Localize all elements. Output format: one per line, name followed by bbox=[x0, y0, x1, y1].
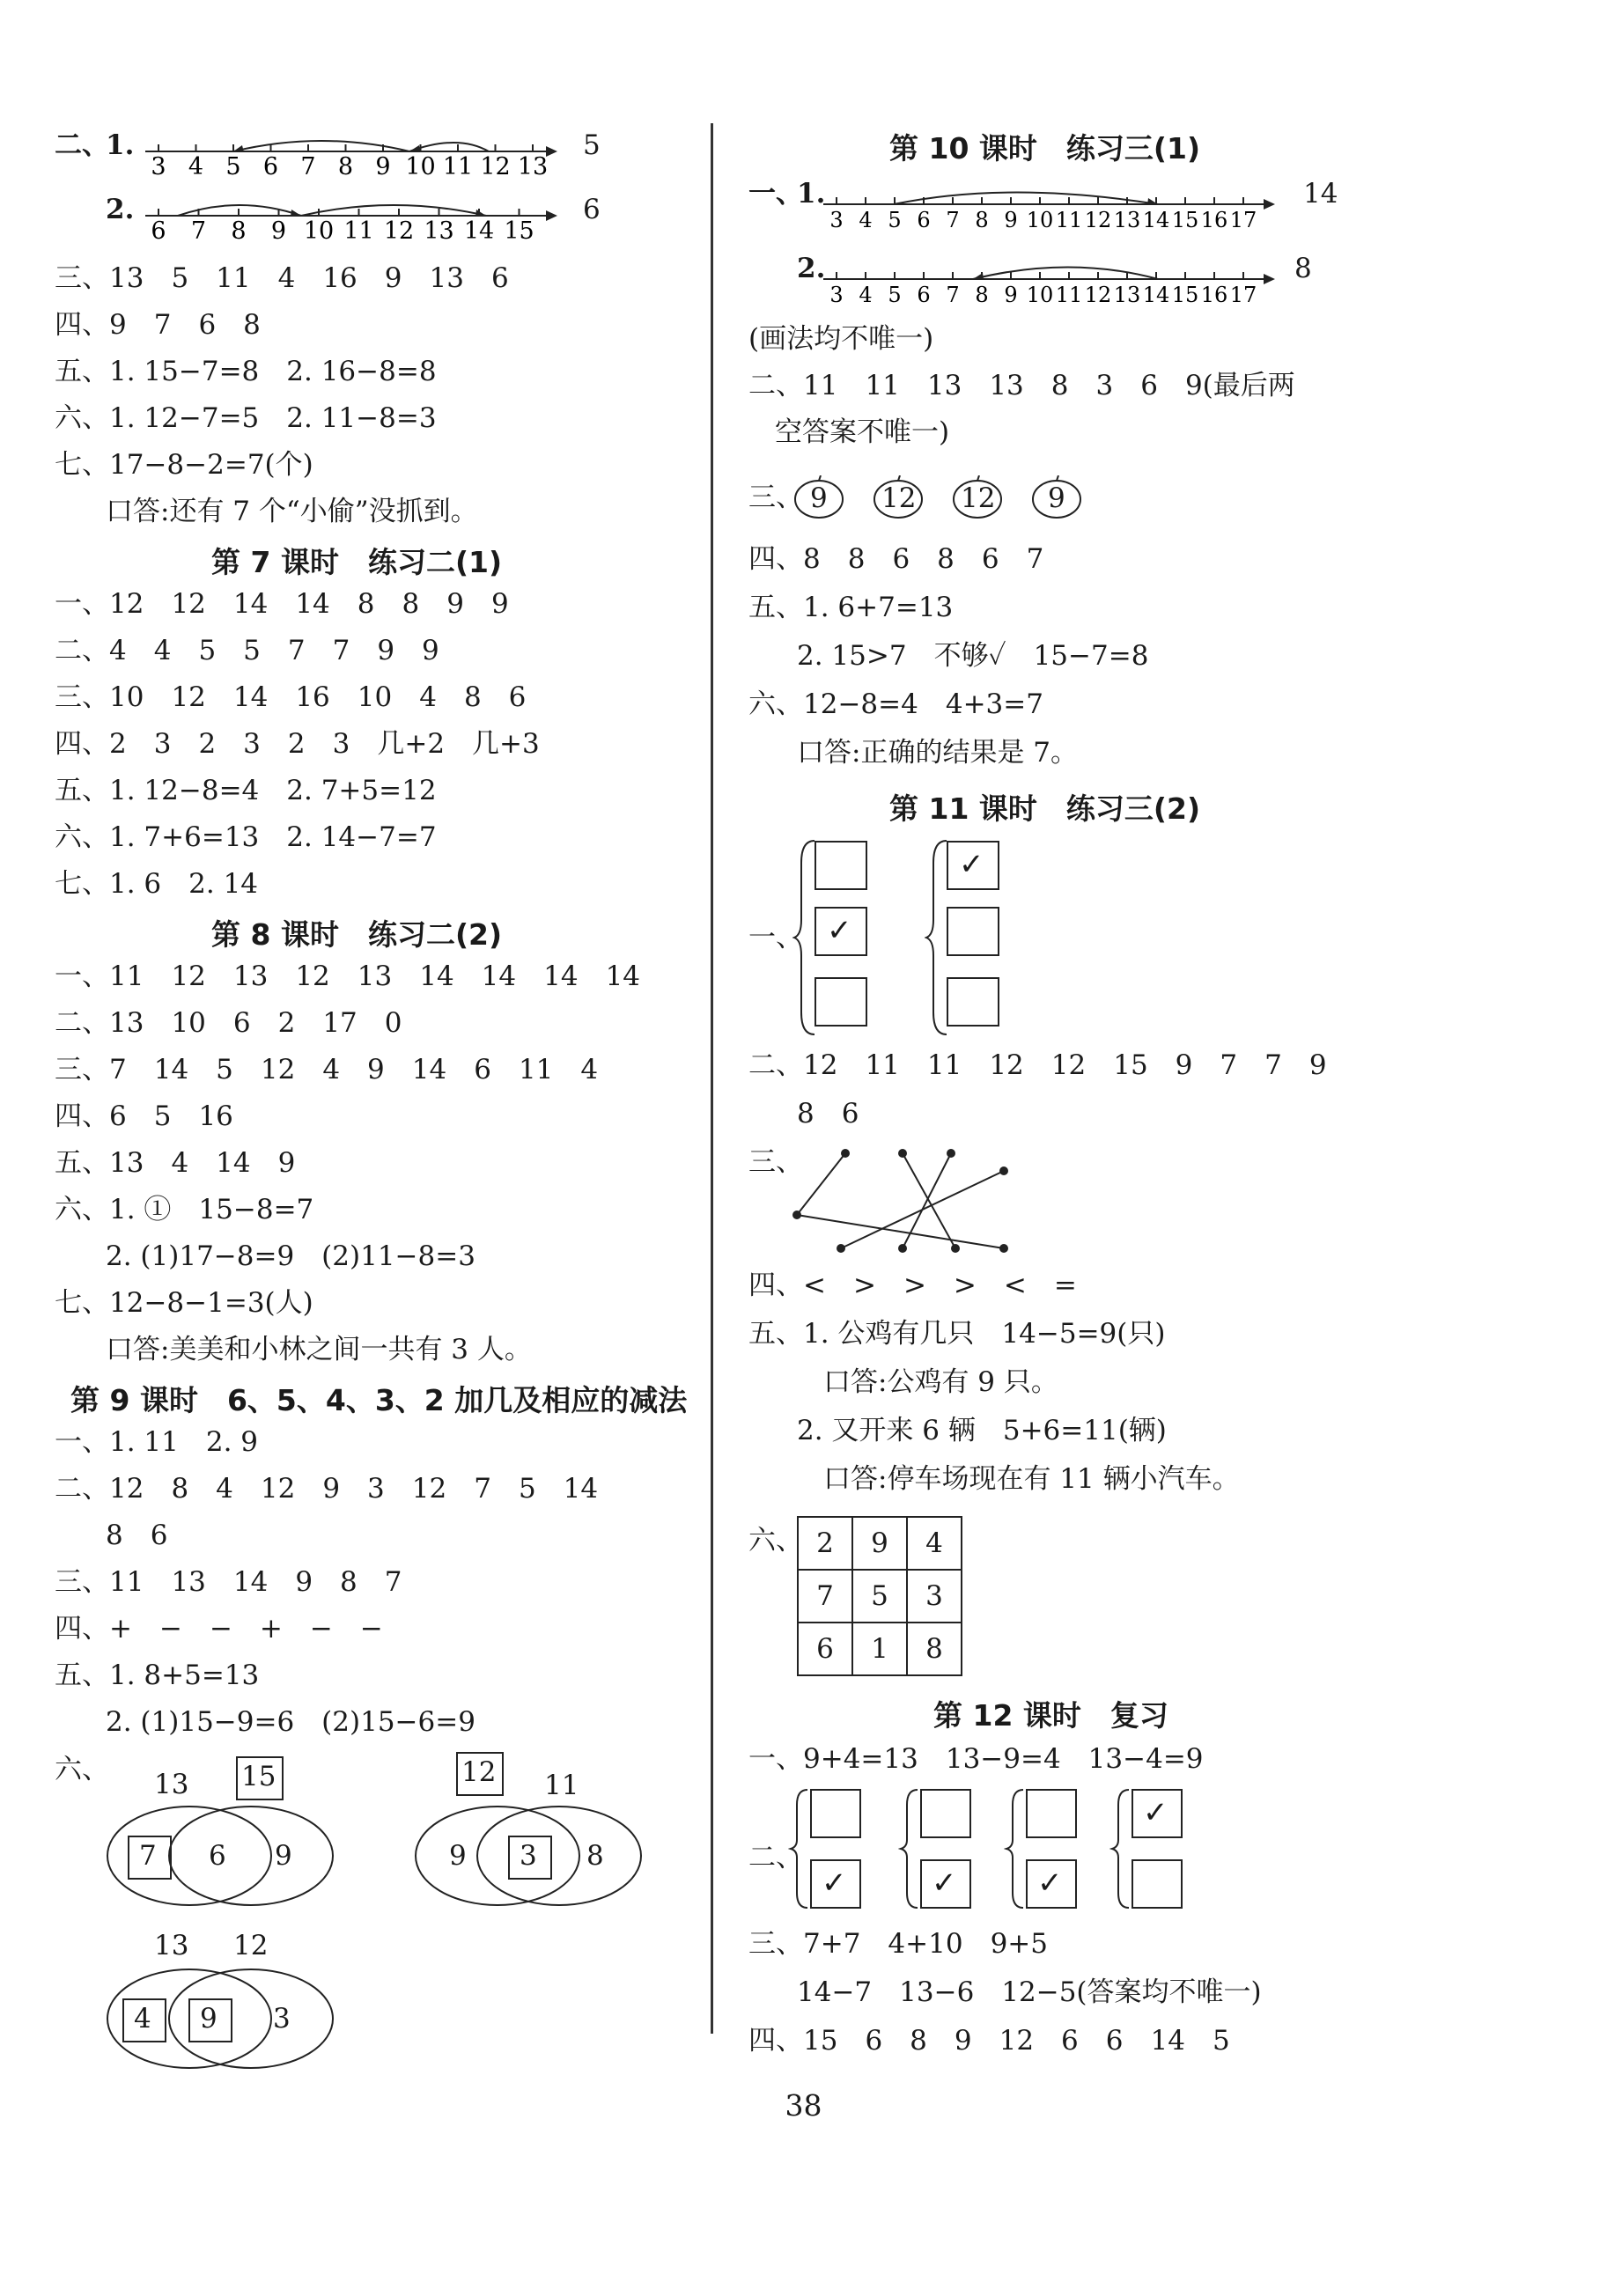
r-q1-answer: 14 bbox=[1303, 178, 1338, 210]
l7-line: 五、1. 12−8=4 2. 7+5=12 bbox=[55, 775, 437, 806]
tick-label: 9 bbox=[1004, 208, 1018, 232]
tick-label: 5 bbox=[225, 153, 241, 180]
l10-san-label: 三、 bbox=[748, 482, 803, 513]
apple-value: 12 bbox=[961, 482, 996, 514]
venn-right-total: 12 bbox=[233, 1930, 269, 1961]
brace-icon bbox=[1109, 1787, 1132, 1910]
tick-label: 7 bbox=[946, 208, 960, 232]
tick-label: 14 bbox=[1142, 283, 1170, 307]
tick-label: 12 bbox=[383, 217, 415, 245]
tick-label: 13 bbox=[1113, 283, 1141, 307]
tick-label: 11 bbox=[1055, 283, 1083, 307]
tick-label: 6 bbox=[151, 217, 166, 245]
l9-line: 三、11 13 14 9 8 7 bbox=[55, 1566, 402, 1598]
tick-label: 7 bbox=[190, 217, 207, 245]
venn-left-value: 9 bbox=[449, 1840, 467, 1872]
checkbox-checked bbox=[1132, 1789, 1183, 1838]
tick-label: 17 bbox=[1229, 283, 1257, 307]
tick-label: 11 bbox=[442, 153, 474, 180]
section-san: 三、13 5 11 4 16 9 13 6 bbox=[55, 262, 509, 294]
lesson-8-title: 第 8 课时 练习二(2) bbox=[211, 917, 503, 952]
l11-line: 二、12 11 11 12 12 15 9 7 7 9 bbox=[748, 1049, 1327, 1081]
l12-yi: 一、9+4=13 13−9=4 13−4=9 bbox=[748, 1743, 1204, 1775]
l7-line: 七、1. 6 2. 14 bbox=[55, 868, 259, 900]
l11b-line: 五、1. 公鸡有几只 14−5=9(只) bbox=[748, 1318, 1166, 1350]
checkbox-checked bbox=[920, 1859, 971, 1909]
check-icon: ✓ bbox=[932, 1866, 957, 1901]
l7-line: 二、4 4 5 5 7 7 9 9 bbox=[55, 635, 439, 666]
checkbox bbox=[810, 1789, 861, 1838]
tick-label: 12 bbox=[480, 153, 511, 180]
check-icon: ✓ bbox=[1143, 1795, 1168, 1830]
l8-line: 四、6 5 16 bbox=[55, 1100, 233, 1132]
venn-left-total: 13 bbox=[154, 1769, 189, 1800]
tick-label: 4 bbox=[859, 208, 873, 232]
l11b-line: 口答:停车场现在有 11 辆小汽车。 bbox=[823, 1463, 1240, 1495]
number-line-3 bbox=[823, 176, 1281, 238]
section-qi: 七、17−8−2=7(个) bbox=[55, 449, 313, 481]
grid-cell: 3 bbox=[907, 1570, 962, 1623]
l11-yi-label: 一、 bbox=[748, 922, 803, 953]
l7-line: 一、12 12 14 14 8 8 9 9 bbox=[55, 588, 509, 620]
venn-mid-value: 9 bbox=[200, 2003, 217, 2035]
tick-label: 14 bbox=[1142, 208, 1170, 232]
checkbox-checked bbox=[810, 1859, 861, 1909]
er-q1-label: 1. bbox=[106, 129, 135, 161]
l9-line: 8 6 bbox=[106, 1520, 168, 1551]
l9-liu-label: 六、 bbox=[55, 1754, 109, 1785]
grid-cell: 9 bbox=[852, 1517, 907, 1570]
tick-label: 10 bbox=[1026, 283, 1054, 307]
l7-line: 四、2 3 2 3 2 3 几+2 几+3 bbox=[55, 728, 540, 760]
tick-label: 5 bbox=[888, 283, 902, 307]
apple-value: 12 bbox=[881, 482, 917, 514]
venn-left-total: 13 bbox=[154, 1930, 189, 1961]
tick-label: 8 bbox=[231, 217, 247, 245]
apple-answers bbox=[792, 471, 1092, 524]
tick-label: 9 bbox=[1004, 283, 1018, 307]
section-si: 四、9 7 6 8 bbox=[55, 309, 261, 341]
section-er-label: 二、 bbox=[55, 129, 109, 161]
l9-line: 2. (1)15−9=6 (2)15−6=9 bbox=[106, 1706, 475, 1738]
er-q2-label: 2. bbox=[106, 194, 135, 225]
l10-line: 空答案不唯一) bbox=[775, 416, 950, 448]
l8-line: 六、1. ① 15−8=7 bbox=[55, 1194, 314, 1225]
l10b-line: 口答:正确的结果是 7。 bbox=[797, 737, 1079, 769]
r-q2-label: 2. bbox=[797, 253, 826, 284]
l8-line: 五、13 4 14 9 bbox=[55, 1147, 296, 1179]
tick-label: 6 bbox=[917, 208, 931, 232]
tick-label: 10 bbox=[405, 153, 436, 180]
venn-left-total: 12 bbox=[461, 1756, 497, 1788]
r-q2-answer: 8 bbox=[1294, 253, 1312, 284]
grid-cell: 5 bbox=[852, 1570, 907, 1623]
l9-line: 一、1. 11 2. 9 bbox=[55, 1426, 259, 1458]
l9-line: 二、12 8 4 12 9 3 12 7 5 14 bbox=[55, 1473, 599, 1505]
l10b-line: 2. 15>7 不够✓ 15−7=8 bbox=[797, 640, 1149, 672]
l10b-line: 六、12−8=4 4+3=7 bbox=[748, 688, 1043, 720]
l8-line: 七、12−8−1=3(人) bbox=[55, 1287, 313, 1319]
venn-right-value: 3 bbox=[273, 2003, 291, 2035]
brace-icon bbox=[788, 1787, 810, 1910]
tick-label: 8 bbox=[975, 208, 989, 232]
l12-line: 三、7+7 4+10 9+5 bbox=[748, 1928, 1048, 1960]
section-liu: 六、1. 12−7=5 2. 11−8=3 bbox=[55, 402, 437, 434]
check-icon: ✓ bbox=[1037, 1866, 1063, 1901]
tick-label: 13 bbox=[1113, 208, 1141, 232]
tick-label: 12 bbox=[1084, 283, 1112, 307]
tick-label: 4 bbox=[188, 153, 204, 180]
venn-mid-value: 3 bbox=[520, 1840, 537, 1872]
l8-line: 一、11 12 13 12 13 14 14 14 14 bbox=[55, 960, 641, 992]
tick-label: 13 bbox=[424, 217, 454, 245]
checkbox bbox=[815, 841, 867, 890]
l8-line: 三、7 14 5 12 4 9 14 6 11 4 bbox=[55, 1054, 599, 1085]
l12-er-label: 二、 bbox=[748, 1842, 803, 1873]
venn-diagram bbox=[106, 1756, 335, 1924]
grid-cell: 1 bbox=[852, 1623, 907, 1675]
er-q1-answer: 5 bbox=[583, 129, 601, 161]
l10-line: (画法均不唯一) bbox=[748, 323, 934, 355]
grid-cell: 6 bbox=[798, 1623, 852, 1675]
checkbox bbox=[815, 977, 867, 1027]
number-line-2 bbox=[145, 188, 559, 249]
l9-line: 四、+ − − + − − bbox=[55, 1613, 383, 1645]
page-number: 38 bbox=[785, 2088, 822, 2123]
l7-line: 六、1. 7+6=13 2. 14−7=7 bbox=[55, 821, 437, 853]
er-q2-answer: 6 bbox=[583, 194, 601, 225]
r-q1-label: 1. bbox=[797, 178, 826, 210]
apple-value: 9 bbox=[810, 482, 828, 514]
magic-square bbox=[797, 1516, 962, 1676]
l11-san-label: 三、 bbox=[748, 1146, 803, 1178]
checkbox-checked bbox=[947, 841, 999, 890]
venn-right-total: 11 bbox=[544, 1770, 579, 1801]
l11b-line: 2. 又开来 6 辆 5+6=11(辆) bbox=[797, 1415, 1167, 1446]
lesson-11-title: 第 11 课时 练习三(2) bbox=[889, 791, 1201, 826]
tick-label: 6 bbox=[917, 283, 931, 307]
tick-label: 8 bbox=[337, 153, 354, 180]
tick-label: 15 bbox=[1171, 208, 1199, 232]
l8-line: 2. (1)17−8=9 (2)11−8=3 bbox=[106, 1240, 475, 1272]
grid-cell: 7 bbox=[798, 1570, 852, 1623]
tick-label: 17 bbox=[1229, 208, 1257, 232]
section-wu: 五、1. 15−7=8 2. 16−8=8 bbox=[55, 356, 437, 387]
l8-line: 二、13 10 6 2 17 0 bbox=[55, 1007, 402, 1039]
venn-mid-value: 6 bbox=[209, 1840, 226, 1872]
venn-right-total: 15 bbox=[241, 1761, 276, 1792]
grid-cell: 8 bbox=[907, 1623, 962, 1675]
l8-line: 口答:美美和小林之间一共有 3 人。 bbox=[106, 1334, 532, 1365]
grid-cell: 4 bbox=[907, 1517, 962, 1570]
section-qi-answer: 口答:还有 7 个“小偷”没抓到。 bbox=[106, 496, 478, 527]
matching-lines bbox=[788, 1144, 1017, 1268]
l10b-line: 五、1. 6+7=13 bbox=[748, 592, 954, 623]
venn-diagram bbox=[414, 1752, 643, 1919]
tick-label: 16 bbox=[1200, 208, 1228, 232]
lesson-10-title: 第 10 课时 练习三(1) bbox=[889, 131, 1201, 166]
tick-label: 11 bbox=[343, 217, 374, 245]
lesson-12-title: 第 12 课时 复习 bbox=[933, 1698, 1168, 1733]
tick-label: 3 bbox=[829, 208, 844, 232]
apple-value: 9 bbox=[1048, 482, 1065, 514]
l10b-line: 四、8 8 6 8 6 7 bbox=[748, 543, 1044, 575]
check-icon: ✓ bbox=[827, 913, 852, 948]
lesson-7-title: 第 7 课时 练习二(1) bbox=[211, 545, 503, 579]
checkbox bbox=[947, 907, 999, 956]
checkbox bbox=[1026, 1789, 1077, 1838]
brace-icon bbox=[898, 1787, 920, 1910]
venn-diagram bbox=[106, 1928, 335, 2095]
tick-label: 15 bbox=[1171, 283, 1199, 307]
tick-label: 10 bbox=[1026, 208, 1054, 232]
tick-label: 6 bbox=[262, 153, 279, 180]
number-line-4 bbox=[823, 251, 1281, 313]
tick-label: 5 bbox=[888, 208, 902, 232]
l11-liu-label: 六、 bbox=[748, 1525, 803, 1556]
check-icon: ✓ bbox=[959, 847, 984, 882]
brace-icon bbox=[1004, 1787, 1026, 1910]
checkbox-checked bbox=[1026, 1859, 1077, 1909]
tick-label: 3 bbox=[829, 283, 844, 307]
grid-cell: 2 bbox=[798, 1517, 852, 1570]
column-divider bbox=[711, 123, 713, 2034]
tick-label: 14 bbox=[463, 217, 495, 245]
checkbox bbox=[947, 977, 999, 1027]
l11-line: 8 6 bbox=[797, 1098, 859, 1130]
l11b-line: 口答:公鸡有 9 只。 bbox=[823, 1366, 1058, 1398]
l7-line: 三、10 12 14 16 10 4 8 6 bbox=[55, 681, 527, 713]
tick-label: 9 bbox=[270, 217, 287, 245]
tick-label: 15 bbox=[504, 217, 534, 245]
checkbox bbox=[1132, 1859, 1183, 1909]
l9-line: 五、1. 8+5=13 bbox=[55, 1659, 260, 1691]
checkbox bbox=[920, 1789, 971, 1838]
tick-label: 11 bbox=[1055, 208, 1083, 232]
tick-label: 3 bbox=[151, 153, 166, 180]
venn-right-value: 9 bbox=[275, 1840, 292, 1872]
venn-left-value: 7 bbox=[139, 1840, 157, 1872]
lesson-9-title: 第 9 课时 6、5、4、3、2 加几及相应的减法 bbox=[70, 1383, 688, 1417]
venn-left-value: 4 bbox=[134, 2003, 151, 2035]
yi-label: 一、 bbox=[748, 178, 803, 210]
tick-label: 16 bbox=[1200, 283, 1228, 307]
tick-label: 4 bbox=[859, 283, 873, 307]
checkbox-checked bbox=[815, 907, 867, 956]
check-icon: ✓ bbox=[822, 1866, 847, 1901]
l12-line: 14−7 13−6 12−5(答案均不唯一) bbox=[797, 1976, 1262, 2008]
tick-label: 8 bbox=[975, 283, 989, 307]
l11b-line: 四、< > > > < = bbox=[748, 1269, 1077, 1301]
number-line-1 bbox=[145, 123, 559, 185]
tick-label: 12 bbox=[1084, 208, 1112, 232]
tick-label: 9 bbox=[375, 153, 391, 180]
tick-label: 10 bbox=[303, 217, 335, 245]
tick-label: 7 bbox=[946, 283, 960, 307]
venn-right-value: 8 bbox=[586, 1840, 604, 1872]
tick-label: 7 bbox=[300, 153, 316, 180]
tick-label: 13 bbox=[517, 153, 549, 180]
l10-line: 二、11 11 13 13 8 3 6 9(最后两 bbox=[748, 370, 1295, 401]
l12-line: 四、15 6 8 9 12 6 6 14 5 bbox=[748, 2025, 1230, 2057]
